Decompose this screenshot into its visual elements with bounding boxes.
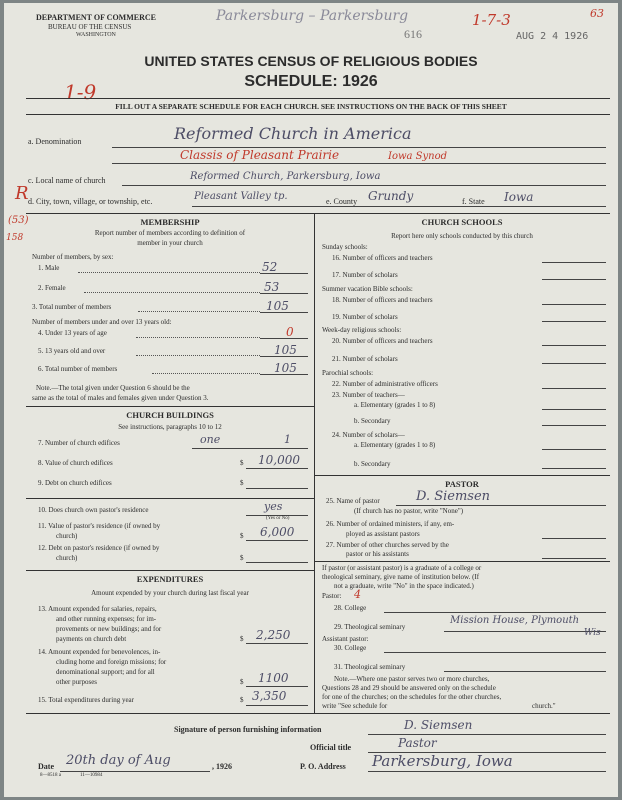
census-schedule-page	[4, 3, 618, 797]
q1-label: 1. Male	[38, 264, 60, 272]
q15-value: 3,350	[252, 689, 287, 703]
q1-value: 52	[262, 260, 278, 274]
address-label: P. O. Address	[300, 762, 346, 771]
q3-label: 3. Total number of members	[32, 303, 112, 311]
membership-note-2: same as the total of males and females given under Question 3.	[32, 394, 209, 402]
q14-dollar: $	[240, 678, 244, 686]
date-value: 20th day of Aug	[66, 753, 171, 768]
form-number: 616	[404, 27, 422, 41]
q12-label-b: church)	[56, 554, 78, 562]
pastor-sub-value: 4	[354, 588, 361, 601]
q14-label-c: denominational support; and for all	[56, 668, 155, 676]
q25-hint: (If church has no pastor, write "None")	[354, 507, 464, 515]
state-label: f. State	[462, 197, 485, 206]
q24a-label: a. Elementary (grades 1 to 8)	[354, 441, 436, 449]
margin-note: (53)	[8, 215, 29, 226]
q25-label: 25. Name of pastor	[326, 497, 380, 505]
q24-label: 24. Number of scholars—	[332, 431, 405, 439]
q23a-label: a. Elementary (grades 1 to 8)	[354, 401, 436, 409]
sunday-schools-label: Sunday schools:	[322, 243, 368, 251]
q15-label: 15. Total expenditures during year	[38, 696, 134, 704]
q4-value: 0	[286, 325, 294, 339]
q29-value: Mission House, Plymouth	[450, 615, 580, 626]
q26-label-b: ployed as assistant pastors	[346, 530, 420, 538]
handwritten-place: Parkersburg – Parkersburg	[216, 8, 409, 24]
margin-note-2: 158	[6, 233, 24, 243]
q14-value: 1100	[258, 671, 289, 685]
city-label: d. City, town, village, or township, etc.	[28, 197, 153, 206]
q14-label-b: cluding home and foreign missions; for	[56, 658, 167, 666]
q7-label: 7. Number of church edifices	[38, 439, 120, 447]
city-value: Pleasant Valley tp.	[194, 191, 288, 202]
schools-heading: CHURCH SCHOOLS	[421, 217, 503, 227]
q27-label-b: pastor or his assistants	[346, 550, 409, 558]
denomination-label: a. Denomination	[28, 137, 82, 146]
q10-value: yes	[264, 500, 283, 513]
q20-label: 20. Number of officers and teachers	[332, 337, 433, 345]
q4-label: 4. Under 13 years of age	[38, 329, 107, 337]
q5-value: 105	[274, 343, 297, 357]
q27-label-a: 27. Number of other churches served by the	[326, 541, 449, 549]
q30-label: 30. College	[334, 644, 367, 652]
q11-value: 6,000	[260, 525, 295, 539]
q9-dollar: $	[240, 479, 244, 487]
synod-note: Iowa Synod	[388, 151, 448, 162]
q29-label: 29. Theological seminary	[334, 623, 406, 631]
dept-name: DEPARTMENT OF COMMERCE	[36, 13, 157, 22]
handwritten-corner: 63	[590, 7, 604, 20]
address-value: Parkersburg, Iowa	[372, 752, 513, 770]
handwritten-code: 1-7-3	[472, 11, 511, 29]
print-code-1: 8—8518 a	[40, 773, 61, 778]
membership-note-1: Note.—The total given under Question 6 should be the	[36, 384, 190, 392]
q19-label: 19. Number of scholars	[332, 313, 398, 321]
handwritten-red-mark: 1-9	[64, 80, 97, 104]
assistant-pastor-label: Assistant pastor:	[322, 635, 369, 643]
date-label: Date	[38, 762, 54, 771]
q8-label: 8. Value of church edifices	[38, 459, 113, 467]
graduate-note-3: not a graduate, write "No" in the space indicated.)	[334, 582, 474, 590]
classis-value: Classis of Pleasant Prairie	[180, 148, 340, 162]
q12-dollar: $	[240, 554, 244, 562]
q13-value: 2,250	[256, 628, 291, 642]
instruction-banner: FILL OUT A SEPARATE SCHEDULE FOR EACH CHURCH. SEE INSTRUCTIONS ON THE BACK OF THIS SHEET	[115, 102, 507, 111]
q2-value: 53	[264, 280, 280, 294]
pastor-sub-label: Pastor:	[322, 592, 342, 600]
expenditures-heading: EXPENDITURES	[136, 574, 204, 584]
q2-label: 2. Female	[38, 284, 66, 292]
pastor-note-4: write "See schedule for	[322, 702, 388, 710]
state-value: Iowa	[504, 190, 534, 204]
q22-label: 22. Number of administrative officers	[332, 380, 438, 388]
q18-label: 18. Number of officers and teachers	[332, 296, 433, 304]
q6-value: 105	[274, 361, 297, 375]
q8-value: 10,000	[258, 453, 300, 467]
bureau-city: WASHINGTON	[76, 32, 116, 38]
buildings-sub: See instructions, paragraphs 10 to 12	[118, 423, 222, 431]
q7-value: one	[200, 433, 221, 446]
q13-label-b: and other running expenses; for im-	[56, 615, 157, 623]
q13-label-d: payments on church debt	[56, 635, 127, 643]
q13-label-c: provements or new buildings; and for	[56, 625, 162, 633]
parochial-schools-label: Parochial schools:	[322, 369, 374, 377]
summer-schools-label: Summer vacation Bible schools:	[322, 285, 413, 293]
pastor-note-2: Questions 28 and 29 should be answered only on the schedule	[322, 684, 496, 692]
age-header: Number of members under and over 13 years old:	[32, 318, 172, 326]
expenditures-sub: Amount expended by your church during last fiscal year	[91, 589, 249, 597]
signature-value: D. Siemsen	[404, 718, 473, 732]
q21-label: 21. Number of scholars	[332, 355, 398, 363]
q8-dollar: $	[240, 459, 244, 467]
q15-dollar: $	[240, 696, 244, 704]
q7-value-2: 1	[284, 433, 291, 446]
form-subtitle: SCHEDULE: 1926	[244, 73, 378, 90]
q10-label: 10. Does church own pastor's residence	[38, 506, 149, 514]
denomination-value: Reformed Church in America	[174, 124, 412, 143]
q14-label-d: other purposes	[56, 678, 98, 686]
official-title-label: Official title	[310, 743, 352, 752]
red-r-mark: R	[15, 183, 29, 204]
pastor-note-1: Note.—Where one pastor serves two or more churches,	[334, 675, 490, 683]
pastor-note-5: church."	[532, 702, 556, 710]
form-title: UNITED STATES CENSUS OF RELIGIOUS BODIES	[144, 53, 478, 69]
county-label: e. County	[326, 197, 358, 206]
bureau-name: BUREAU OF THE CENSUS	[48, 23, 132, 31]
print-code-2: 11—10984	[80, 773, 103, 778]
graduate-note-1: If pastor (or assistant pastor) is a graduate of a college or	[322, 564, 482, 572]
schools-sub: Report here only schools conducted by this church	[391, 232, 533, 240]
q25-value: D. Siemsen	[416, 489, 491, 504]
q11-label-a: 11. Value of pastor's residence (if owned by	[38, 522, 161, 530]
q11-dollar: $	[240, 532, 244, 540]
by-sex-label: Number of members, by sex:	[32, 253, 114, 261]
received-date-stamp: AUG 2 4 1926	[516, 31, 589, 42]
county-value: Grundy	[368, 189, 414, 203]
q13-dollar: $	[240, 635, 244, 643]
q11-label-b: church)	[56, 532, 78, 540]
q9-label: 9. Debt on church edifices	[38, 479, 112, 487]
buildings-heading: CHURCH BUILDINGS	[126, 410, 214, 420]
q26-label-a: 26. Number of ordained ministers, if any, em-	[326, 520, 455, 528]
signature-label: Signature of person furnishing information	[174, 725, 322, 734]
q28-label: 28. College	[334, 604, 367, 612]
q31-label: 31. Theological seminary	[334, 663, 406, 671]
q16-label: 16. Number of officers and teachers	[332, 254, 433, 262]
q23b-label: b. Secondary	[354, 417, 391, 425]
q24b-label: b. Secondary	[354, 460, 391, 468]
q10-hint: (Yes or No)	[266, 516, 290, 521]
q12-label-a: 12. Debt on pastor's residence (if owned by	[38, 544, 160, 552]
date-year: , 1926	[212, 762, 232, 771]
q13-label-a: 13. Amount expended for salaries, repairs,	[38, 605, 157, 613]
church-name-label: c. Local name of church	[28, 176, 106, 185]
q17-label: 17. Number of scholars	[332, 271, 398, 279]
membership-intro-1: Report number of members according to definition of	[94, 229, 246, 237]
weekday-schools-label: Week-day religious schools:	[322, 326, 402, 334]
q23-label: 23. Number of teachers—	[332, 391, 405, 399]
q3-value: 105	[266, 299, 289, 313]
q29-value-2: Wis	[584, 628, 601, 638]
pastor-note-3: for one of the churches; on the schedules for the other churches,	[322, 693, 502, 701]
graduate-note-2: theological seminary, give name of institution below. (If	[322, 573, 480, 581]
pastor-heading: PASTOR	[445, 479, 479, 489]
membership-heading: MEMBERSHIP	[140, 217, 200, 227]
membership-intro-2: member in your church	[137, 239, 203, 247]
q14-label-a: 14. Amount expended for benevolences, in-	[38, 648, 161, 656]
q6-label: 6. Total number of members	[38, 365, 118, 373]
q5-label: 5. 13 years old and over	[38, 347, 106, 355]
church-name-value: Reformed Church, Parkersburg, Iowa	[190, 171, 381, 182]
official-title-value: Pastor	[398, 736, 437, 750]
